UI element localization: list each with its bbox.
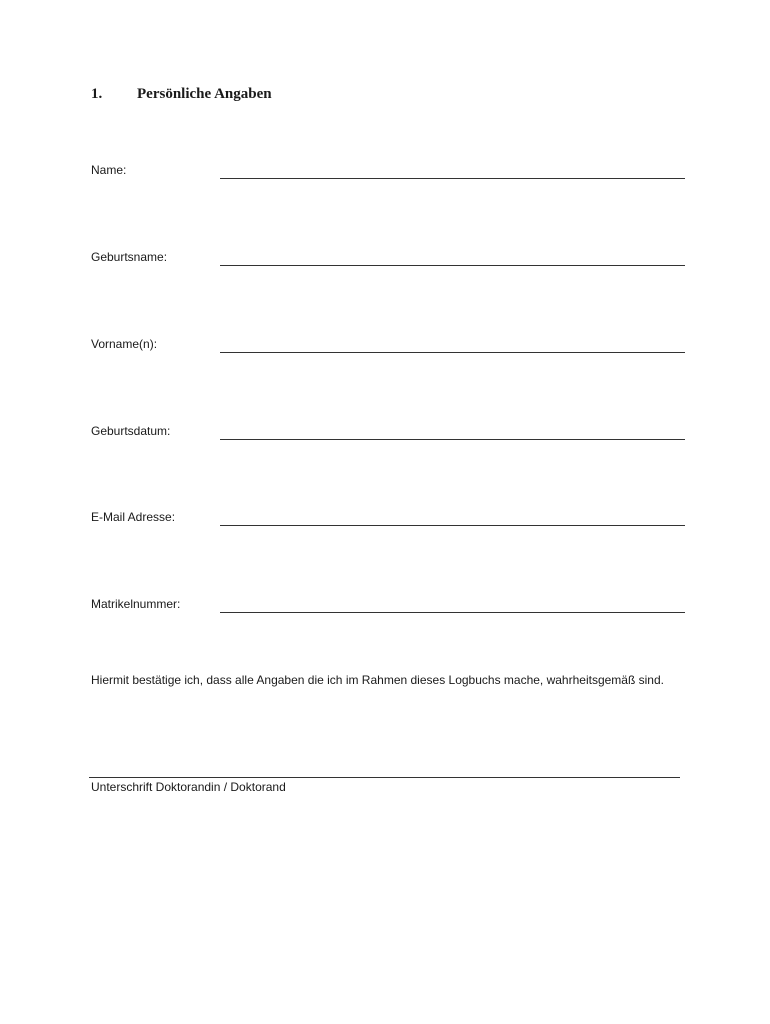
first-names-label: Vorname(n): <box>91 337 158 351</box>
birth-date-label: Geburtsdatum: <box>91 424 171 438</box>
signature-line[interactable] <box>89 777 680 778</box>
birth-name-label: Geburtsname: <box>91 250 168 264</box>
first-names-input-line[interactable] <box>220 352 685 353</box>
birth-name-field <box>91 250 685 274</box>
matriculation-number-input-line[interactable] <box>220 612 685 613</box>
name-field <box>91 163 685 187</box>
email-label: E-Mail Adresse: <box>91 510 176 524</box>
matriculation-number-field <box>91 597 685 621</box>
matriculation-number-label: Matrikelnummer: <box>91 597 181 611</box>
email-input-line[interactable] <box>220 525 685 526</box>
email-field <box>91 510 685 534</box>
name-input-line[interactable] <box>220 178 685 179</box>
signature-label: Unterschrift Doktorandin / Doktorand <box>91 780 286 794</box>
birth-date-input-line[interactable] <box>220 439 685 440</box>
section-title: Persönliche Angaben <box>137 86 272 102</box>
birth-name-input-line[interactable] <box>220 265 685 266</box>
name-label: Name: <box>91 163 127 177</box>
section-heading <box>91 86 272 103</box>
confirmation-text: Hiermit bestätige ich, dass alle Angaben die ich im Rahmen dieses Logbuchs mache, wahrheitsgemäß sind. <box>91 673 664 687</box>
section-number: 1. <box>91 86 103 102</box>
birth-date-field <box>91 424 685 448</box>
first-names-field <box>91 337 685 361</box>
